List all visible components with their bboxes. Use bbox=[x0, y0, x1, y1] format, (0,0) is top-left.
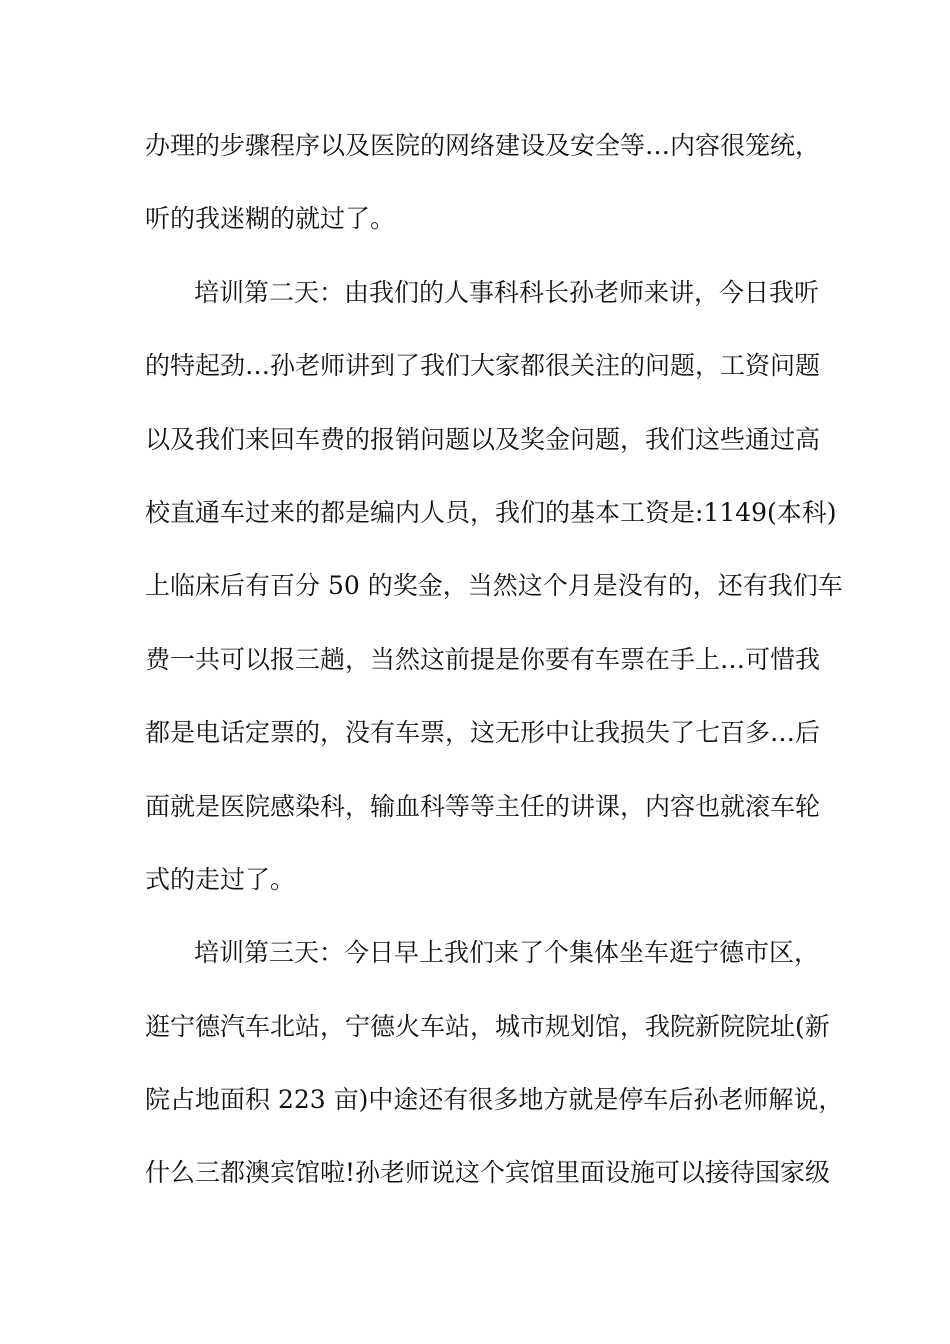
text-line: 校直通车过来的都是编内人员，我们的基本工资是:1149(本科) bbox=[145, 497, 837, 527]
text-line: 式的走过了。 bbox=[145, 864, 296, 894]
document-body bbox=[145, 116, 844, 1217]
text-line: 以及我们来回车费的报销问题以及奖金问题，我们这些通过高 bbox=[145, 424, 821, 454]
text-line: 都是电话定票的，没有车票，这无形中让我损失了七百多…后 bbox=[145, 718, 821, 748]
text-line: 办理的步骤程序以及医院的网络建设及安全等…内容很笼统， bbox=[145, 131, 821, 160]
text-line: 上临床后有百分 50 的奖金，当然这个月是没有的，还有我们车 bbox=[145, 571, 843, 601]
paragraph-start-line: 培训第三天：今日早上我们来了个集体坐车逛宁德市区， bbox=[194, 938, 820, 968]
text-line: 院占地面积 223 亩)中途还有很多地方就是停车后孙老师解说， bbox=[145, 1085, 844, 1115]
paragraph-start-line: 培训第二天：由我们的人事科科长孙老师来讲，今日我听 bbox=[194, 277, 820, 307]
text-line: 的特起劲…孙老师讲到了我们大家都很关注的问题，工资问题 bbox=[145, 351, 821, 381]
text-line: 逛宁德汽车北站，宁德火车站，城市规划馆，我院新院院址(新 bbox=[145, 1011, 830, 1041]
text-line: 面就是医院感染科，输血科等等主任的讲课，内容也就滚车轮 bbox=[145, 791, 821, 821]
text-line: 听的我迷糊的就过了。 bbox=[145, 204, 396, 234]
text-line: 费一共可以报三趟，当然这前提是你要有车票在手上…可惜我 bbox=[145, 644, 821, 674]
text-line: 什么三都澳宾馆啦!孙老师说这个宾馆里面设施可以接待国家级 bbox=[145, 1158, 831, 1188]
